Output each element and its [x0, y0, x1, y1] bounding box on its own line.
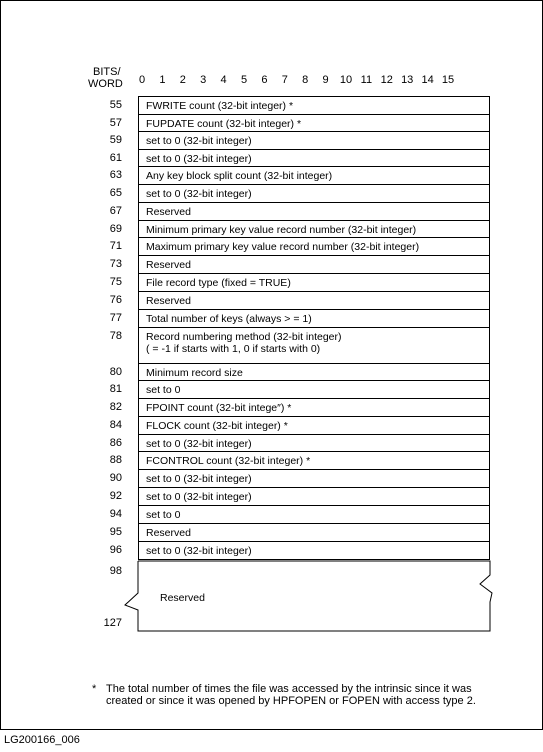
row-description: Reserved	[146, 206, 191, 218]
table-row	[138, 380, 490, 398]
table-row	[138, 434, 490, 451]
bit-number: 15	[441, 74, 455, 86]
word-number: 59	[109, 134, 122, 146]
word-number: 61	[109, 152, 122, 164]
row-description: set to 0 (32-bit integer)	[146, 473, 252, 485]
row-description: FWRITE count (32-bit integer) *	[146, 100, 294, 112]
row-description: FUPDATE count (32-bit integer) *	[146, 118, 302, 130]
reserved-block-label: Reserved	[160, 592, 205, 604]
table-row	[138, 114, 490, 131]
word-number: 55	[109, 99, 122, 111]
word-header-label: WORD	[88, 78, 123, 90]
bit-number: 12	[380, 74, 393, 86]
table-row	[138, 255, 490, 273]
word-number: 95	[109, 526, 122, 538]
bit-number: 5	[240, 74, 248, 86]
table-row	[138, 309, 490, 327]
row-description: set to 0 (32-bit integer)	[146, 438, 252, 450]
table-row	[138, 469, 490, 487]
word-number: 80	[109, 366, 122, 378]
reserved-end-word: 127	[103, 617, 122, 629]
table-row	[138, 416, 490, 434]
table-row	[138, 131, 490, 149]
row-description: set to 0	[146, 384, 181, 396]
figure-id: LG200166_006	[4, 734, 80, 746]
table-row	[138, 363, 490, 380]
row-description: set to 0 (32-bit integer)	[146, 491, 252, 503]
word-number: 57	[109, 117, 122, 129]
row-description: Minimum primary key value record number (32-bit integer)	[146, 224, 417, 236]
table-row	[138, 505, 490, 523]
word-number: 78	[109, 330, 122, 342]
table-row	[138, 202, 490, 220]
bit-number: 4	[220, 74, 227, 86]
table-row	[138, 273, 490, 291]
row-description: set to 0 (32-bit integer)	[146, 545, 252, 557]
row-description-line-2: ( = -1 if starts with 1, 0 if starts with 0)	[146, 343, 321, 355]
row-description: File record type (fixed = TRUE)	[146, 277, 291, 289]
table-row	[138, 541, 490, 559]
bit-number: 0	[138, 74, 146, 86]
table-row	[138, 237, 490, 255]
row-description: Maximum primary key value record number (32-bit integer)	[146, 241, 420, 253]
word-number: 77	[109, 312, 122, 324]
reserved-start-word: 98	[109, 565, 122, 577]
word-number: 73	[109, 258, 122, 270]
word-number: 96	[109, 544, 122, 556]
bit-number: 7	[281, 74, 288, 86]
bit-number: 13	[401, 74, 414, 86]
row-description: Reserved	[146, 259, 191, 271]
table-row	[138, 96, 490, 114]
word-number: 94	[109, 508, 122, 520]
word-number: 67	[109, 205, 122, 217]
word-number: 63	[109, 169, 122, 181]
footnote-marker: *	[92, 683, 97, 695]
word-number: 69	[109, 223, 122, 235]
word-number: 75	[109, 276, 122, 288]
bit-number: 6	[261, 74, 268, 86]
word-number: 86	[109, 437, 122, 449]
bit-number: 14	[421, 74, 434, 86]
table-row	[138, 523, 490, 541]
bit-number: 10	[339, 74, 353, 86]
table-row	[138, 398, 490, 416]
word-number: 88	[109, 454, 122, 466]
word-number: 84	[109, 419, 122, 431]
row-description: Reserved	[146, 295, 191, 307]
table-row	[138, 184, 490, 202]
row-description: set to 0 (32-bit integer)	[146, 188, 252, 200]
word-number: 81	[109, 383, 122, 395]
bit-number: 9	[322, 74, 329, 86]
bit-number: 1	[159, 74, 166, 86]
row-description: Record numbering method (32-bit integer)	[146, 331, 342, 343]
row-description: Any key block split count (32-bit integer)	[146, 170, 333, 182]
row-description: Total number of keys (always > = 1)	[146, 313, 312, 325]
table-row	[138, 220, 490, 237]
row-description: Reserved	[146, 527, 191, 539]
footnote-line-1: The total number of times the file was accessed by the intrinsic since it was	[106, 683, 472, 695]
table-row	[138, 327, 490, 363]
word-number: 90	[109, 472, 122, 484]
bits-header-label: BITS/	[93, 66, 121, 78]
row-description: FCONTROL count (32-bit integer) *	[146, 455, 311, 467]
bit-number: 2	[179, 74, 186, 86]
word-number: 71	[109, 240, 122, 252]
table-row	[138, 291, 490, 309]
table-row	[138, 487, 490, 505]
footnote-line-2: created or since it was opened by HPFOPEN or FOPEN with access type 2.	[106, 695, 476, 707]
word-number: 82	[109, 401, 122, 413]
row-description: FPOINT count (32-bit intege″) *	[146, 402, 292, 414]
row-description: set to 0	[146, 509, 181, 521]
bit-number: 8	[302, 74, 309, 86]
table-bottom-rule	[138, 559, 490, 560]
bit-number-header	[130, 74, 490, 88]
table-row	[138, 166, 490, 184]
word-number: 76	[109, 294, 122, 306]
bit-number: 11	[360, 74, 373, 86]
row-description: set to 0 (32-bit integer)	[146, 135, 252, 147]
row-description: Minimum record size	[146, 367, 243, 379]
word-number: 65	[109, 187, 122, 199]
bit-number: 3	[200, 74, 207, 86]
word-number: 92	[109, 490, 122, 502]
row-description: set to 0 (32-bit integer)	[146, 153, 252, 165]
row-description: FLOCK count (32-bit integer) *	[146, 420, 288, 432]
table-row	[138, 149, 490, 166]
table-row	[138, 451, 490, 469]
